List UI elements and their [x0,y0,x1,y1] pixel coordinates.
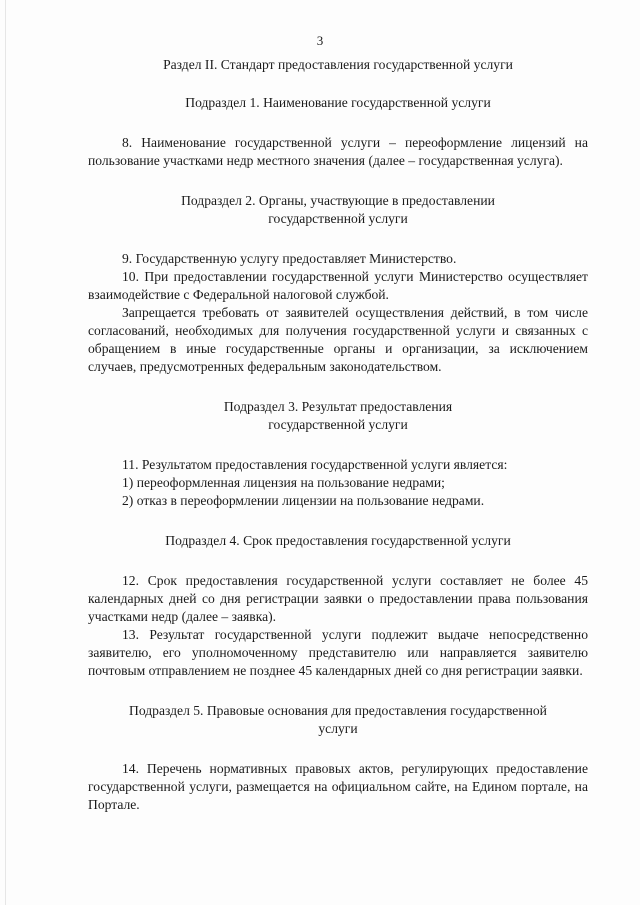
paragraph-10-restriction: Запрещается требовать от заявителей осуществления действий, в том числе согласований, необходимых для получения государственной услуги и связанных с обращением в иные государственные органы и организации, за исключением случаев, предусмотренных федеральным законодательством. [88,305,588,374]
paragraph-10: 10. При предоставлении государственной услуги Министерство осуществляет взаимодействие с Федеральной налоговой службой. [88,269,588,302]
section-title: Раздел II. Стандарт предоставления государственной услуги [163,57,513,72]
paragraph-8: 8. Наименование государственной услуги – переоформление лицензий на пользование участками недр местного значения (далее – государственная услуга). [88,135,588,168]
document-body [88,56,588,814]
subsection-3-title-line2: государственной услуги [268,417,408,432]
paragraph-11-item-2: 2) отказ в переоформлении лицензии на пользование недрами. [122,493,485,508]
paragraph-12: 12. Срок предоставления государственной услуги составляет не более 45 календарных дней со дня регистрации заявки о предоставлении права пользования участками недр (далее – заявка). [88,573,588,624]
subsection-4-title: Подраздел 4. Срок предоставления государственной услуги [165,533,511,548]
subsection-5-title-line1: Подраздел 5. Правовые основания для предоставления государственной [129,703,547,718]
paragraph-9: 9. Государственную услугу предоставляет Министерство. [122,251,457,266]
paragraph-11-item-1: 1) переоформленная лицензия на пользование недрами; [122,475,445,490]
paragraph-13: 13. Результат государственной услуги подлежит выдаче непосредственно заявителю, его уполномоченному представителю или направляется заявителю почтовым отправлением не позднее 45 календарных дней со дня регистрации заявки. [88,627,588,678]
paragraph-11: 11. Результатом предоставления государственной услуги является: [122,457,508,472]
page-edge-line [5,0,6,905]
page-number: 3 [316,33,324,48]
subsection-2-title-line1: Подраздел 2. Органы, участвующие в предоставлении [181,193,495,208]
subsection-2-title-line2: государственной услуги [268,211,408,226]
subsection-5-title-line2: услуги [318,721,358,736]
subsection-1-title: Подраздел 1. Наименование государственной услуги [185,95,491,110]
paragraph-14: 14. Перечень нормативных правовых актов, регулирующих предоставление государственной услуги, размещается на официальном сайте, на Едином портале, на Портале. [88,761,588,812]
subsection-3-title-line1: Подраздел 3. Результат предоставления [223,399,453,414]
